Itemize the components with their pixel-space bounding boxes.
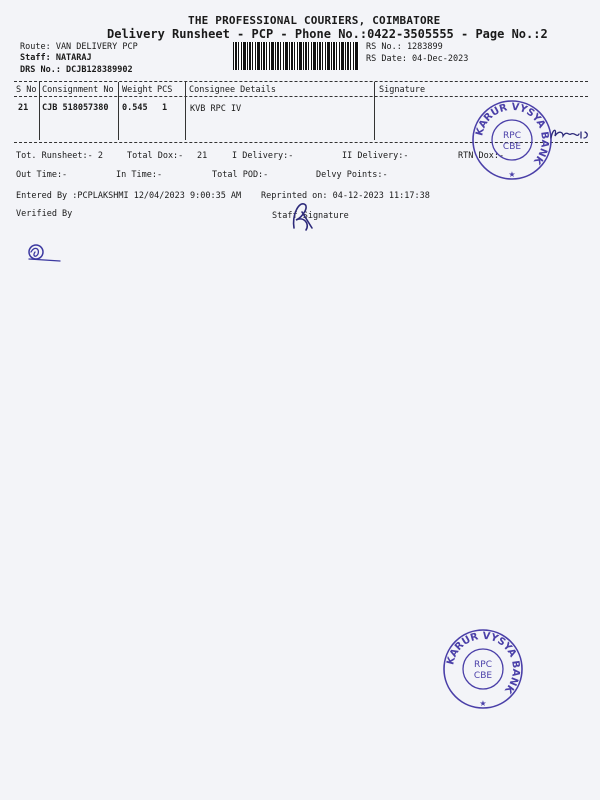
rtn-dox: RTN Dox:- (458, 151, 505, 161)
receiver-signature-mark (549, 124, 591, 144)
runsheet-subtitle: Delivery Runsheet - PCP - Phone No.:0422-3505555 - Page No.:2 (107, 27, 548, 41)
col-header-signature: Signature (379, 85, 426, 95)
stamp-line-2: CBE (502, 142, 522, 152)
col-header-consignee: Consignee Details (189, 85, 276, 95)
col-header-consignment: Consignment No (42, 85, 114, 95)
staff-signature-label: Staff Signature (272, 211, 349, 221)
stamp-star-icon: ★ (508, 170, 516, 179)
stamp-line-2: CBE (473, 671, 493, 681)
i-delivery: I Delivery:- (232, 151, 294, 161)
route-label: Route: VAN DELIVERY PCP (20, 42, 138, 52)
stamp-line-1: RPC (474, 660, 492, 670)
rs-number: RS No.: 1283899 (366, 42, 443, 52)
staff-label: Staff: NATARAJ (20, 53, 92, 63)
total-dox-value: 21 (197, 151, 208, 161)
col-header-pcs: PCS (157, 85, 173, 95)
out-time: Out Time:- (16, 170, 68, 180)
stamp-star-icon: ★ (479, 699, 487, 708)
row-pcs: 1 (162, 103, 168, 113)
total-pod: Total POD:- (212, 170, 269, 180)
bank-stamp-bottom (441, 627, 525, 711)
row-sno: 21 (18, 103, 29, 113)
col-header-weight: Weight (122, 85, 153, 95)
drs-number: DRS No.: DCJB128389902 (20, 65, 133, 75)
stamp-ring-text: KARUR VYSYA BANK (474, 101, 551, 167)
row-consignment: CJB 518057380 (42, 103, 109, 113)
verified-by: Verified By (16, 209, 73, 219)
barcode (233, 42, 359, 70)
delvy-points: Delvy Points:- (316, 170, 388, 180)
stamp-ring-text: KARUR VYSYA BANK (445, 630, 522, 696)
initials-mark (26, 242, 66, 264)
tot-runsheet: Tot. Runsheet:- 2 (16, 151, 103, 161)
row-weight: 0.545 (122, 103, 148, 113)
in-time: In Time:- (116, 170, 163, 180)
reprinted-on: Reprinted on: 04-12-2023 11:17:38 (261, 191, 430, 201)
staff-signature-mark (284, 198, 320, 234)
table-header-rule (14, 96, 588, 97)
ii-delivery: II Delivery:- (342, 151, 409, 161)
table-top-rule (14, 81, 588, 82)
company-title: THE PROFESSIONAL COURIERS, COIMBATORE (188, 14, 441, 27)
rs-date: RS Date: 04-Dec-2023 (366, 54, 469, 64)
col-header-sno: S No (16, 85, 37, 95)
total-dox-label: Total Dox:- (127, 151, 184, 161)
stamp-line-1: RPC (503, 131, 521, 141)
bank-stamp-top (470, 98, 554, 182)
row-consignee: KVB RPC IV (190, 104, 242, 114)
entered-by: Entered By :PCPLAKSHMI 12/04/2023 9:00:35 AM (16, 191, 242, 201)
